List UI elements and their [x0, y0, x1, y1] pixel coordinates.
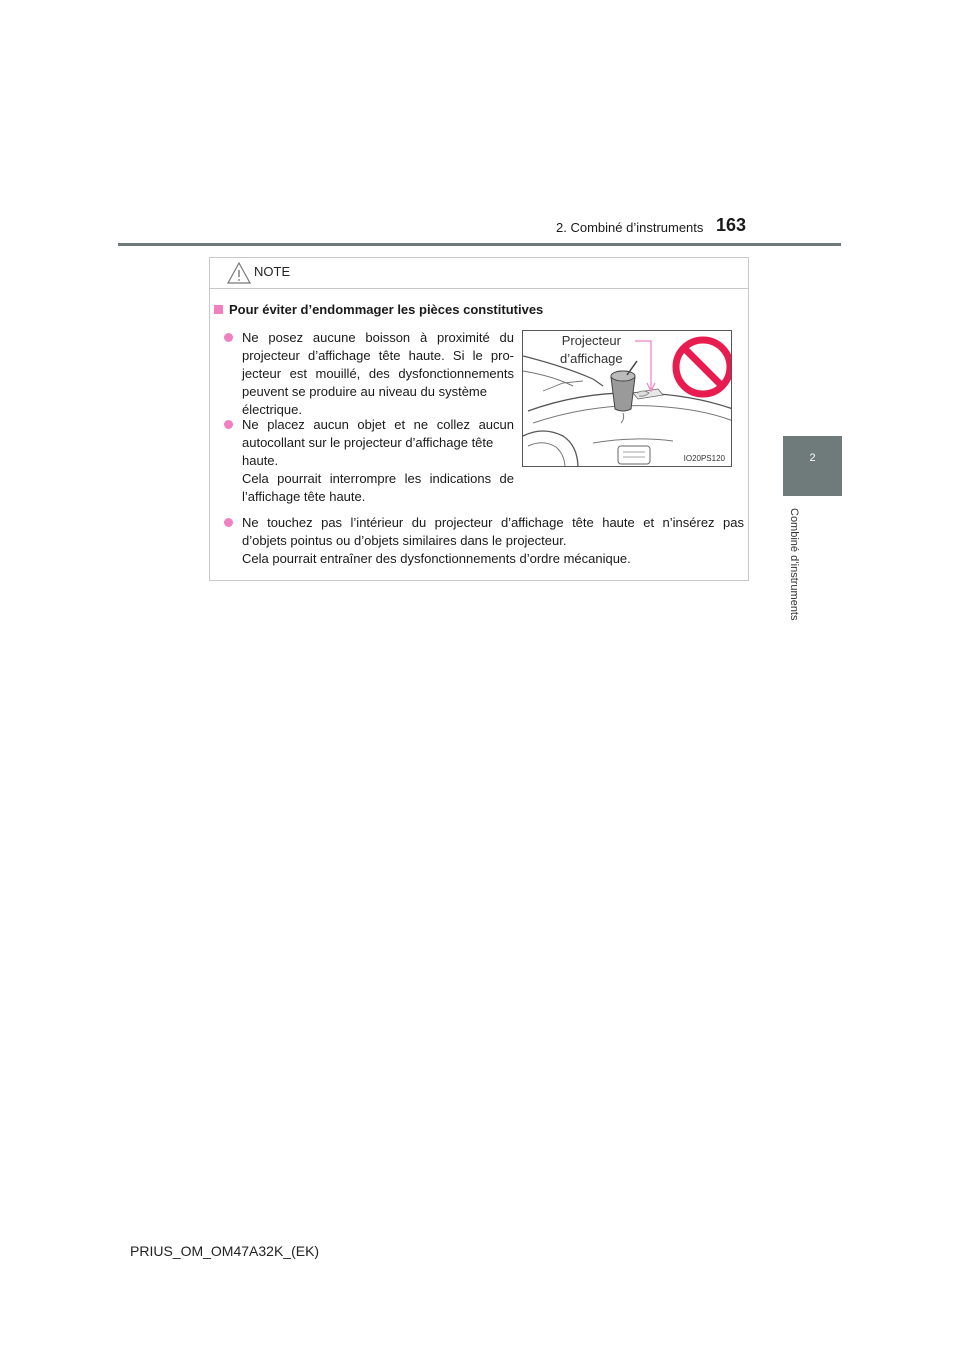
document-code: PRIUS_OM_OM47A32K_(EK): [130, 1243, 320, 1259]
bullet-dot-icon: [224, 518, 233, 527]
note-box: [209, 257, 749, 581]
figure-label-line1: Projecteur: [561, 333, 621, 348]
bullet-objects-text-4: l’affichage tête haute.: [242, 489, 366, 504]
bullet-dot-icon: [224, 333, 233, 342]
prohibition-icon: [676, 340, 730, 394]
projector-illustration: [523, 331, 732, 467]
figure-code: IO20PS120: [683, 454, 725, 463]
warning-icon: [227, 262, 251, 289]
callout-line: [635, 341, 651, 389]
bullet-drinks-text: Ne posez aucune boisson à proximité du projecteur d’affichage tête haute. Si le pro-jecteur est mouillé, des dysfonctionnements peuvent se produire au niveau du système: [242, 330, 514, 399]
square-bullet-icon: [214, 305, 223, 314]
note-header: [210, 258, 748, 289]
bullet-insert: [224, 514, 744, 568]
bullet-insert-text-2: d’objets pointus ou d’objets similaires dans le projecteur.: [242, 533, 567, 548]
section-title-text: Pour éviter d’endommager les pièces constitutives: [229, 302, 544, 317]
bullet-objects: [224, 416, 514, 506]
chapter-side-label-text: Combiné d’instruments: [788, 508, 800, 621]
figure-label: [560, 332, 623, 368]
bullet-drinks: [224, 329, 514, 419]
projector-figure: [522, 330, 732, 467]
bullet-objects-text-3: Cela pourrait interrompre les indications de: [242, 471, 514, 486]
chapter-title: 2. Combiné d’instruments: [556, 220, 704, 235]
bullet-insert-text-3: Cela pourrait entraîner des dysfonctionnements d’ordre mécanique.: [242, 551, 631, 566]
note-label: NOTE: [254, 264, 291, 279]
bullet-objects-text: Ne placez aucun objet et ne collez aucun autocollant sur le projecteur d’affichage tête: [242, 417, 514, 450]
bullet-dot-icon: [224, 420, 233, 429]
bullet-objects-text-2: haute.: [242, 453, 279, 468]
chapter-side-tab[interactable]: [783, 436, 842, 496]
header-rule: [118, 243, 841, 246]
section-title: [214, 302, 543, 317]
chapter-tab-number: 2: [809, 452, 816, 464]
bullet-insert-text: Ne touchez pas l’intérieur du projecteur d’affichage tête haute et n’insérez pas: [242, 515, 744, 530]
page-number: 163: [716, 215, 747, 235]
bullet-drinks-text-end: électrique.: [242, 402, 302, 417]
figure-label-line2: d’affichage: [560, 351, 623, 366]
